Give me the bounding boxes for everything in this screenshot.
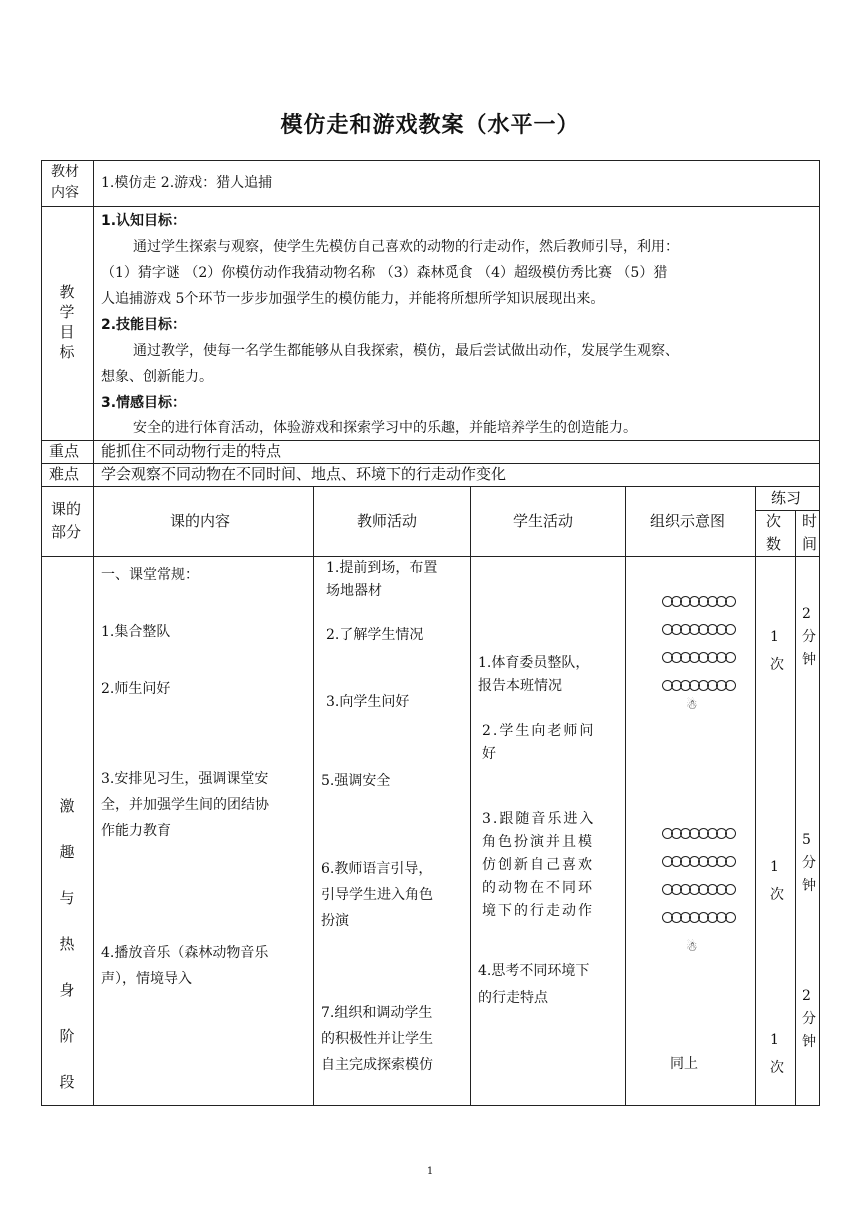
header-teacher: 教师活动 bbox=[357, 512, 418, 530]
goal2-text-line1: 通过教学，使每一名学生都能够从自我探索，模仿，最后尝试做出动作，发展学生观察、 bbox=[133, 343, 679, 359]
goal2-heading: 2.技能目标： bbox=[101, 317, 187, 333]
content-item-1: 1.集合整队 bbox=[101, 624, 171, 640]
goal1-text-line3: 人追捕游戏 5个环节一步步加强学生的模仿能力，并能将所想所学知识展现出来。 bbox=[101, 291, 605, 307]
count-2: 1 次 bbox=[770, 859, 784, 903]
teacher-figure-icon: ☃ bbox=[686, 698, 698, 713]
page-number: 1 bbox=[426, 1166, 434, 1177]
time-1: 2 分 钟 bbox=[802, 606, 816, 668]
header-student: 学生活动 bbox=[513, 512, 574, 530]
goal1-text-line2: （1）猜字谜 （2）你模仿动作我猜动物名称 （3）森林觅食 （4）超级模仿秀比赛 （5）猎 bbox=[101, 265, 668, 281]
student-row-icon bbox=[664, 652, 736, 663]
student-row-icon bbox=[664, 828, 736, 839]
goal1-heading: 1.认知目标： bbox=[101, 213, 187, 229]
count-3: 1 次 bbox=[770, 1032, 784, 1076]
header-count: 次 数 bbox=[766, 512, 782, 553]
time-2: 5 分 钟 bbox=[802, 832, 816, 894]
student-row-icon bbox=[664, 856, 736, 867]
difficulty-label: 难点 bbox=[49, 465, 80, 483]
key-value: 能抓住不同动物行走的特点 bbox=[101, 442, 282, 460]
content-item-4: 4.播放音乐（森林动物音乐 声），情境导入 bbox=[101, 945, 269, 987]
teacher-item-7: 7.组织和调动学生 的积极性并让学生 自主完成探索模仿 bbox=[321, 1005, 433, 1073]
key-label: 重点 bbox=[49, 442, 80, 460]
student-row-icon bbox=[664, 912, 736, 923]
goals-label: 教 学 目 标 bbox=[59, 283, 75, 361]
stage-label: 激 趣 与 热 身 阶 段 bbox=[59, 797, 75, 1091]
student-row-icon bbox=[664, 596, 736, 607]
student-row-icon bbox=[664, 680, 736, 691]
student-item-1: 1.体育委员整队， 报告本班情况 bbox=[478, 655, 590, 694]
teacher-item-2: 2.了解学生情况 bbox=[326, 627, 424, 643]
header-practice: 练习 bbox=[771, 489, 802, 507]
time-3: 2 分 钟 bbox=[802, 988, 816, 1050]
difficulty-value: 学会观察不同动物在不同时间、地点、环境下的行走动作变化 bbox=[101, 465, 507, 483]
content-value: 1.模仿走 2.游戏：猎人追捕 bbox=[101, 175, 273, 191]
student-row-icon bbox=[664, 624, 736, 635]
teacher-item-5: 5.强调安全 bbox=[321, 773, 391, 789]
teacher-item-3: 3.向学生问好 bbox=[326, 694, 410, 710]
content-item-3: 3.安排见习生，强调课堂安 全，并加强学生间的团结协 作能力教育 bbox=[101, 771, 269, 839]
student-row-icon bbox=[664, 884, 736, 895]
header-content: 课的内容 bbox=[170, 512, 231, 530]
page-title: 模仿走和游戏教案（水平一） bbox=[280, 113, 580, 138]
content-item-2: 2.师生问好 bbox=[101, 681, 171, 697]
teacher-item-6: 6.教师语言引导， 引导学生进入角色 扮演 bbox=[321, 861, 433, 929]
goal3-text-line1: 安全的进行体育活动，体验游戏和探索学习中的乐趣，并能培养学生的创造能力。 bbox=[133, 420, 637, 436]
student-item-2: 2.学生向老师问 好 bbox=[482, 723, 596, 762]
teacher-figure-icon: ☃ bbox=[686, 940, 698, 955]
count-1: 1 次 bbox=[770, 629, 784, 673]
goal1-text-line1: 通过学生探索与观察，使学生先模仿自己喜欢的动物的行走动作，然后教师引导，利用： bbox=[133, 239, 679, 255]
student-item-4: 4.思考不同环境下 的行走特点 bbox=[478, 963, 590, 1006]
content-item-routine: 一、课堂常规： bbox=[101, 567, 199, 583]
teacher-item-1: 1.提前到场，布置 场地器材 bbox=[326, 560, 438, 599]
content-label: 教材 内容 bbox=[51, 164, 79, 201]
header-time: 时 间 bbox=[802, 512, 818, 553]
diagram-same-as-above: 同上 bbox=[670, 1056, 698, 1072]
header-part: 课的 部分 bbox=[51, 500, 82, 541]
goal2-text-line2: 想象、创新能力。 bbox=[101, 369, 213, 385]
goal3-heading: 3.情感目标： bbox=[101, 395, 187, 411]
student-item-3: 3.跟随音乐进入 角色扮演并且模 仿创新自己喜欢 的动物在不同环 境下的行走动作 bbox=[482, 811, 596, 919]
header-diagram: 组织示意图 bbox=[650, 512, 726, 530]
